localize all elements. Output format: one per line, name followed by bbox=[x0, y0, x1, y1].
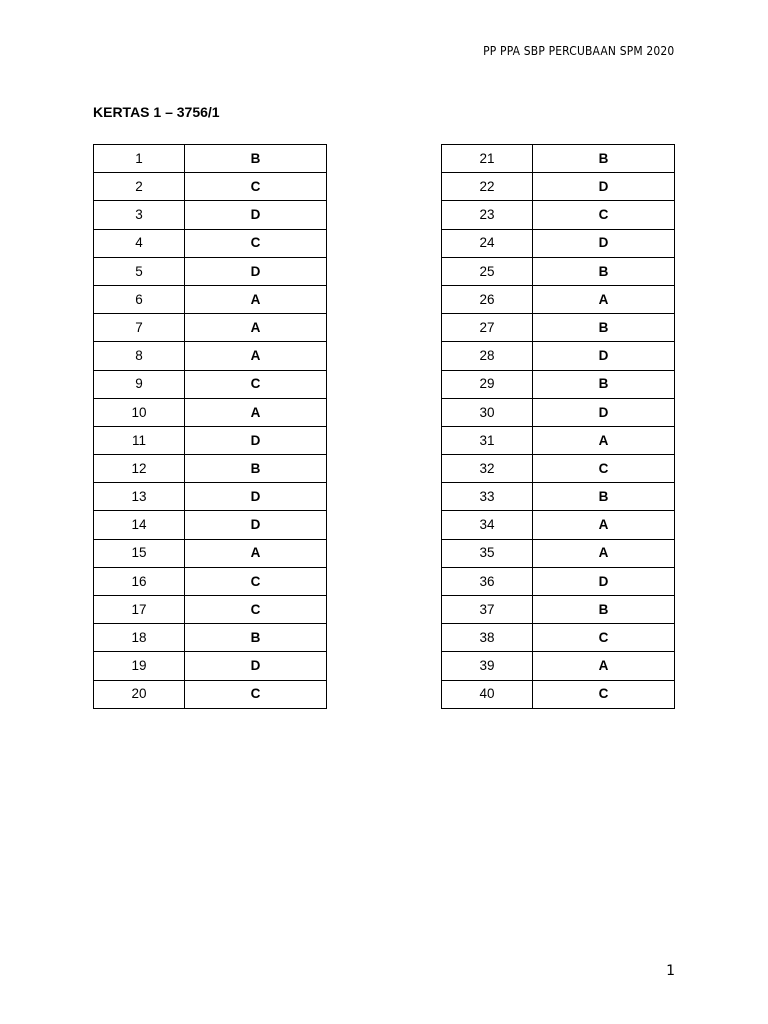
answer-row bbox=[94, 285, 327, 313]
answer-letter: B bbox=[533, 370, 675, 398]
question-number: 30 bbox=[442, 398, 533, 426]
answer-row bbox=[94, 652, 327, 680]
question-number: 40 bbox=[442, 680, 533, 708]
question-number: 4 bbox=[94, 229, 185, 257]
answer-row bbox=[442, 539, 675, 567]
answer-letter: B bbox=[185, 145, 327, 173]
answer-letter: C bbox=[185, 596, 327, 624]
answer-letter: C bbox=[533, 455, 675, 483]
answer-row bbox=[94, 624, 327, 652]
question-number: 33 bbox=[442, 483, 533, 511]
question-number: 17 bbox=[94, 596, 185, 624]
question-number: 29 bbox=[442, 370, 533, 398]
answer-row bbox=[442, 398, 675, 426]
question-number: 22 bbox=[442, 173, 533, 201]
answer-letter: D bbox=[185, 652, 327, 680]
answer-row bbox=[94, 370, 327, 398]
answer-row bbox=[94, 398, 327, 426]
answer-row bbox=[442, 483, 675, 511]
answer-letter: B bbox=[533, 257, 675, 285]
question-number: 8 bbox=[94, 342, 185, 370]
answer-letter: D bbox=[185, 201, 327, 229]
answer-letter: D bbox=[533, 173, 675, 201]
document-header: PP PPA SBP PERCUBAAN SPM 2020 bbox=[482, 43, 674, 58]
answer-row bbox=[94, 567, 327, 595]
question-number: 23 bbox=[442, 201, 533, 229]
answer-letter: D bbox=[533, 229, 675, 257]
question-number: 20 bbox=[94, 680, 185, 708]
question-number: 2 bbox=[94, 173, 185, 201]
question-number: 39 bbox=[442, 652, 533, 680]
answer-row bbox=[94, 596, 327, 624]
paper-title: KERTAS 1 – 3756/1 bbox=[93, 104, 220, 120]
answer-row bbox=[94, 455, 327, 483]
question-number: 18 bbox=[94, 624, 185, 652]
answer-table-left bbox=[93, 144, 327, 709]
answer-row bbox=[442, 455, 675, 483]
answer-row bbox=[442, 680, 675, 708]
answer-row bbox=[442, 285, 675, 313]
answer-letter: D bbox=[185, 511, 327, 539]
question-number: 6 bbox=[94, 285, 185, 313]
answer-row bbox=[442, 145, 675, 173]
question-number: 9 bbox=[94, 370, 185, 398]
answer-letter: A bbox=[185, 398, 327, 426]
answer-letter: C bbox=[185, 567, 327, 595]
question-number: 35 bbox=[442, 539, 533, 567]
answer-letter: B bbox=[533, 483, 675, 511]
question-number: 13 bbox=[94, 483, 185, 511]
answer-letter: B bbox=[533, 596, 675, 624]
question-number: 1 bbox=[94, 145, 185, 173]
answer-letter: A bbox=[185, 314, 327, 342]
answer-letter: D bbox=[533, 398, 675, 426]
answer-letter: C bbox=[533, 680, 675, 708]
answer-row bbox=[94, 511, 327, 539]
answer-letter: A bbox=[533, 285, 675, 313]
answer-row bbox=[94, 229, 327, 257]
answer-letter: B bbox=[533, 145, 675, 173]
answer-letter: C bbox=[533, 624, 675, 652]
question-number: 38 bbox=[442, 624, 533, 652]
answer-row bbox=[94, 314, 327, 342]
answer-row bbox=[94, 145, 327, 173]
answer-row bbox=[442, 201, 675, 229]
answer-letter: A bbox=[533, 426, 675, 454]
answer-row bbox=[94, 173, 327, 201]
question-number: 37 bbox=[442, 596, 533, 624]
answer-letter: B bbox=[185, 455, 327, 483]
answer-letter: A bbox=[185, 285, 327, 313]
question-number: 10 bbox=[94, 398, 185, 426]
answer-letter: B bbox=[533, 314, 675, 342]
answer-letter: A bbox=[185, 342, 327, 370]
answer-letter: A bbox=[533, 652, 675, 680]
answer-letter: D bbox=[533, 567, 675, 595]
answer-letter: C bbox=[185, 229, 327, 257]
answer-row bbox=[94, 257, 327, 285]
question-number: 16 bbox=[94, 567, 185, 595]
question-number: 7 bbox=[94, 314, 185, 342]
answer-letter: B bbox=[185, 624, 327, 652]
question-number: 14 bbox=[94, 511, 185, 539]
question-number: 12 bbox=[94, 455, 185, 483]
answer-letter: A bbox=[533, 539, 675, 567]
question-number: 27 bbox=[442, 314, 533, 342]
answer-row bbox=[94, 483, 327, 511]
answer-letter: C bbox=[185, 173, 327, 201]
answer-row bbox=[442, 314, 675, 342]
answer-row bbox=[442, 370, 675, 398]
answer-row bbox=[442, 511, 675, 539]
answer-letter: D bbox=[185, 257, 327, 285]
answer-row bbox=[442, 596, 675, 624]
answer-letter: C bbox=[185, 680, 327, 708]
question-number: 5 bbox=[94, 257, 185, 285]
question-number: 32 bbox=[442, 455, 533, 483]
question-number: 36 bbox=[442, 567, 533, 595]
answer-row bbox=[442, 173, 675, 201]
answer-row bbox=[442, 229, 675, 257]
answer-row bbox=[442, 624, 675, 652]
question-number: 21 bbox=[442, 145, 533, 173]
answer-row bbox=[442, 342, 675, 370]
answer-letter: C bbox=[533, 201, 675, 229]
question-number: 28 bbox=[442, 342, 533, 370]
question-number: 34 bbox=[442, 511, 533, 539]
answer-table-right bbox=[441, 144, 675, 709]
question-number: 15 bbox=[94, 539, 185, 567]
answer-letter: A bbox=[185, 539, 327, 567]
answer-letter: C bbox=[185, 370, 327, 398]
answer-letter: A bbox=[533, 511, 675, 539]
answer-row bbox=[442, 257, 675, 285]
question-number: 24 bbox=[442, 229, 533, 257]
answer-row bbox=[442, 652, 675, 680]
answer-row bbox=[94, 680, 327, 708]
answer-row bbox=[442, 426, 675, 454]
question-number: 31 bbox=[442, 426, 533, 454]
question-number: 25 bbox=[442, 257, 533, 285]
answer-letter: D bbox=[533, 342, 675, 370]
answer-row bbox=[442, 567, 675, 595]
answer-letter: D bbox=[185, 426, 327, 454]
page-number: 1 bbox=[666, 963, 675, 979]
answer-row bbox=[94, 201, 327, 229]
answer-letter: D bbox=[185, 483, 327, 511]
answer-row bbox=[94, 426, 327, 454]
answer-row bbox=[94, 342, 327, 370]
question-number: 3 bbox=[94, 201, 185, 229]
question-number: 19 bbox=[94, 652, 185, 680]
question-number: 11 bbox=[94, 426, 185, 454]
question-number: 26 bbox=[442, 285, 533, 313]
answer-row bbox=[94, 539, 327, 567]
